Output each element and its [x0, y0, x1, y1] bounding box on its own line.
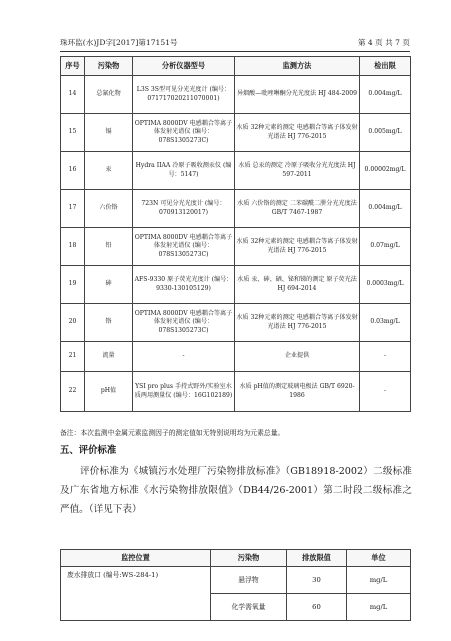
table-row — [61, 228, 411, 266]
table-row — [61, 76, 411, 114]
standard-table — [60, 549, 411, 621]
table-row — [61, 567, 411, 594]
method-table — [60, 56, 411, 412]
table-row — [61, 372, 411, 412]
table-row — [61, 152, 411, 190]
row-no: 16 — [61, 152, 85, 190]
row-limit: 0.03mg/L — [360, 304, 411, 342]
row-instrument: 723N 可见分光光度计 (编号：070913120017) — [133, 190, 235, 228]
row-no: 18 — [61, 228, 85, 266]
row-method: 企业提供 — [235, 342, 360, 372]
row-method: 水质 32种元素的测定 电感耦合等离子体发射光谱法 HJ 776-2015 — [235, 114, 360, 152]
standard-table-header-row — [61, 550, 411, 567]
header-location: 监控位置 — [61, 550, 211, 567]
header-limit: 检出限 — [360, 57, 411, 76]
row-instrument: OPTIMA 8000DV 电感耦合等离子体发射光谱仪 (编号：078S1305273C) — [133, 114, 235, 152]
header-instrument: 分析仪器型号 — [133, 57, 235, 76]
row-method: 水质 六价铬的测定 二苯碳酰二肼分光光度法 GB/T 7467-1987 — [235, 190, 360, 228]
header-pollutant: 污染物 — [85, 57, 133, 76]
row-pollutant: 汞 — [85, 152, 133, 190]
row-limit: 0.00002mg/L — [360, 152, 411, 190]
table-row — [61, 304, 411, 342]
row-pollutant: 镉 — [85, 114, 133, 152]
row-method: 水质 汞、砷、硒、铋和锑的测定 原子荧光法 HJ 694-2014 — [235, 266, 360, 304]
row-method: 水质 总汞的测定 冷原子吸收分光光度法 HJ 597-2011 — [235, 152, 360, 190]
row-method: 水质 32种元素的测定 电感耦合等离子体发射光谱法 HJ 776-2015 — [235, 304, 360, 342]
row-limit: 60 — [287, 594, 347, 621]
page-number: 第 4 页 共 7 页 — [357, 38, 410, 47]
row-no: 14 — [61, 76, 85, 114]
table-note: 备注：本次监测中金属元素监测因子的测定值如无特别说明均为元素总量。 — [60, 429, 285, 437]
header-emission-limit: 排放限值 — [287, 550, 347, 567]
row-limit: 0.004mg/L — [360, 190, 411, 228]
row-no: 17 — [61, 190, 85, 228]
standard-description: 评价标准为《城镇污水处理厂污染物排放标准》（GB18918-2002）二级标准及广东省地方标准《水污染物排放限值》（DB44/26-2001）第二时段二级标准之严值。（详见下表） — [60, 466, 412, 515]
report-number: 珠环监(水)JD字[2017]第17151号 — [60, 38, 178, 47]
row-pollutant: 六价铬 — [85, 190, 133, 228]
row-method: 水质 pH值的测定玻璃电极法 GB/T 6920-1986 — [235, 372, 360, 412]
method-table-header-row — [61, 57, 411, 76]
row-limit: 0.004mg/L — [360, 76, 411, 114]
row-no: 20 — [61, 304, 85, 342]
row-pollutant: pH值 — [85, 372, 133, 412]
table-row — [61, 190, 411, 228]
table-row — [61, 342, 411, 372]
header-no: 序号 — [61, 57, 85, 76]
header-unit: 单位 — [347, 550, 411, 567]
row-instrument: Hydra IIAA 冷原子吸收测汞仪 (编号：5147) — [133, 152, 235, 190]
row-instrument: - — [133, 342, 235, 372]
row-limit: 0.07mg/L — [360, 228, 411, 266]
header-pollutant: 污染物 — [211, 550, 287, 567]
row-limit: - — [360, 372, 411, 412]
row-instrument: AFS-9330 原子荧光光度计 (编号：9330-130105129) — [133, 266, 235, 304]
row-no: 22 — [61, 372, 85, 412]
row-instrument: YSI pro plus 手持式野外/实验室水质两用测量仪 (编号：16G102189) — [133, 372, 235, 412]
section-title: 五、评价标准 — [60, 445, 117, 456]
monitoring-location: 废水排放口 (编号:WS-284-1) — [61, 567, 211, 621]
row-unit: mg/L — [347, 594, 411, 621]
row-limit: 30 — [287, 567, 347, 594]
header-divider — [60, 51, 410, 52]
row-method: 异烟酸—吡唑啉酮分光光度法 HJ 484-2009 — [235, 76, 360, 114]
row-unit: mg/L — [347, 567, 411, 594]
row-pollutant: 总氰化物 — [85, 76, 133, 114]
row-pollutant: 铅 — [85, 228, 133, 266]
row-limit: - — [360, 342, 411, 372]
table-row — [61, 266, 411, 304]
page-header — [60, 36, 410, 50]
row-no: 21 — [61, 342, 85, 372]
row-instrument: OPTIMA 8000DV 电感耦合等离子体发射光谱仪 (编号：078S1305273C) — [133, 304, 235, 342]
row-limit: 0.005mg/L — [360, 114, 411, 152]
row-pollutant: 砷 — [85, 266, 133, 304]
row-instrument: OPTIMA 8000DV 电感耦合等离子体发射光谱仪 (编号：078S1305273C) — [133, 228, 235, 266]
row-method: 水质 32种元素的测定 电感耦合等离子体发射光谱法 HJ 776-2015 — [235, 228, 360, 266]
header-method: 监测方法 — [235, 57, 360, 76]
row-pollutant: 流量 — [85, 342, 133, 372]
row-instrument: L3S 3S型可见分光光度计 (编号：071717020211070001) — [133, 76, 235, 114]
row-no: 15 — [61, 114, 85, 152]
table-row — [61, 114, 411, 152]
row-pollutant: 铬 — [85, 304, 133, 342]
row-no: 19 — [61, 266, 85, 304]
row-pollutant: 悬浮物 — [211, 567, 287, 594]
row-pollutant: 化学需氧量 — [211, 594, 287, 621]
row-limit: 0.0003mg/L — [360, 266, 411, 304]
